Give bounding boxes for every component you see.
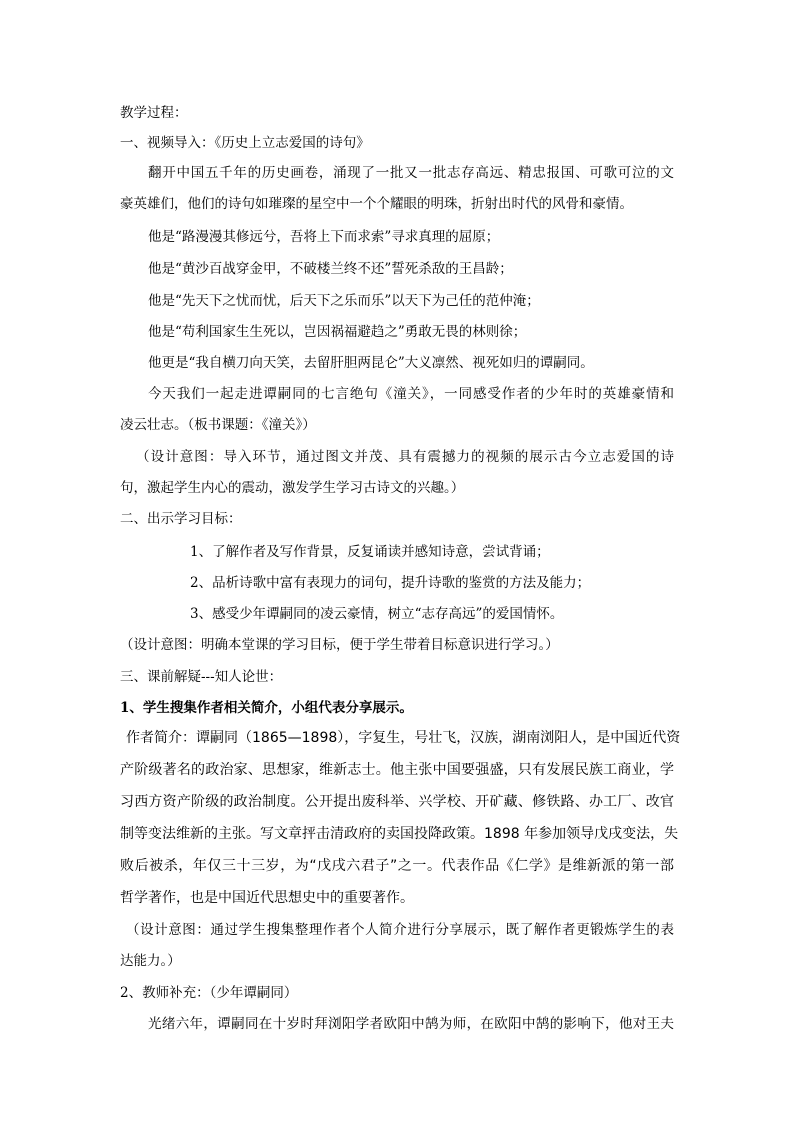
design-note-2: （设计意图：明确本堂课的学习目标，便于学生带着目标意识进行学习。）	[120, 637, 559, 653]
section3-sub1: 1、学生搜集作者相关简介，小组代表分享展示。	[120, 700, 413, 716]
today-line-2: 凌云壮志。（板书课题：《潼关》）	[120, 417, 316, 433]
design-note-1-line-2: 句，激起学生内心的震动，激发学生学习古诗文的兴趣。）	[120, 480, 465, 496]
author-intro-line-3: 习西方资产阶级的政治制度。公开提出废科举、兴学校、开矿藏、修铁路、办工厂、改官	[120, 794, 674, 810]
intro-line-1: 翻开中国五千年的历史画卷，涌现了一批又一批志存高远、精忠报国、可歌可泣的文	[148, 165, 674, 181]
author-intro-line-5: 败后被杀，年仅三十三岁，为“戊戌六君子”之一。代表作品《仁学》是维新派的第一部	[120, 858, 674, 874]
design-note-1-line-1: （设计意图：导入环节，通过图文并茂、具有震撼力的视频的展示古今立志爱国的诗	[136, 449, 674, 465]
author-intro-line-1: 作者简介：谭嗣同（1865—1898），字复生，号壮飞，汉族，湖南浏阳人，是中国近代资	[126, 730, 681, 746]
section3-sub2: 2、教师补充：（少年谭嗣同）	[120, 985, 298, 1001]
author-intro-line-2: 产阶级著名的政治家、思想家，维新志士。他主张中国要强盛，只有发展民族工商业，学	[120, 762, 674, 778]
today-line-1: 今天我们一起走进谭嗣同的七言绝句《潼关》，一同感受作者的少年时的英雄豪情和	[148, 386, 674, 402]
heading: 教学过程：	[120, 105, 188, 121]
teacher-text: 光绪六年，谭嗣同在十岁时拜浏阳学者欧阳中鹄为师，在欧阳中鹄的影响下，他对王夫	[148, 1016, 674, 1032]
poet-line-3: 他是“先天下之忧而忧，后天下之乐而乐”以天下为己任的范仲淹；	[148, 293, 540, 309]
design-note-3-line-1: （设计意图：通过学生搜集整理作者个人简介进行分享展示，既了解作者更锻炼学生的表	[126, 922, 674, 938]
poet-line-2: 他是“黄沙百战穿金甲，不破楼兰终不还”誓死杀敌的王昌龄；	[148, 261, 513, 277]
poet-line-4: 他是“苟利国家生生死以，岂因祸福避趋之”勇敢无畏的林则徐；	[148, 324, 527, 340]
design-note-3-line-2: 达能力。）	[120, 953, 181, 969]
poet-line-1: 他是“路漫漫其修远兮，吾将上下而求索”寻求真理的屈原；	[148, 229, 500, 245]
goal-2: 2、品析诗歌中富有表现力的词句，提升诗歌的鉴赏的方法及能力；	[190, 575, 591, 591]
section3-title: 三、课前解疑---知人论世：	[120, 669, 283, 685]
section2-title: 二、出示学习目标：	[120, 511, 242, 527]
goal-3: 3、感受少年谭嗣同的凌云豪情，树立“志存高远”的爱国情怀。	[190, 606, 564, 622]
intro-line-2: 豪英雄们，他们的诗句如璀璨的星空中一个个耀眼的明珠，折射出时代的风骨和豪情。	[120, 196, 633, 212]
author-intro-line-4: 制等变法维新的主张。写文章抨击清政府的卖国投降政策。1898 年参加领导戊戌变法，失	[120, 826, 679, 842]
poet-line-5: 他更是“我自横刀向天笑，去留肝胆两昆仑”大义凛然、视死如归的谭嗣同。	[148, 355, 594, 371]
section1-title: 一、视频导入：《历史上立志爱国的诗句》	[120, 135, 370, 151]
goal-1: 1、了解作者及写作背景，反复诵读并感知诗意，尝试背诵；	[190, 544, 550, 560]
author-intro-line-6: 哲学著作，也是中国近代思想史中的重要著作。	[120, 890, 414, 906]
